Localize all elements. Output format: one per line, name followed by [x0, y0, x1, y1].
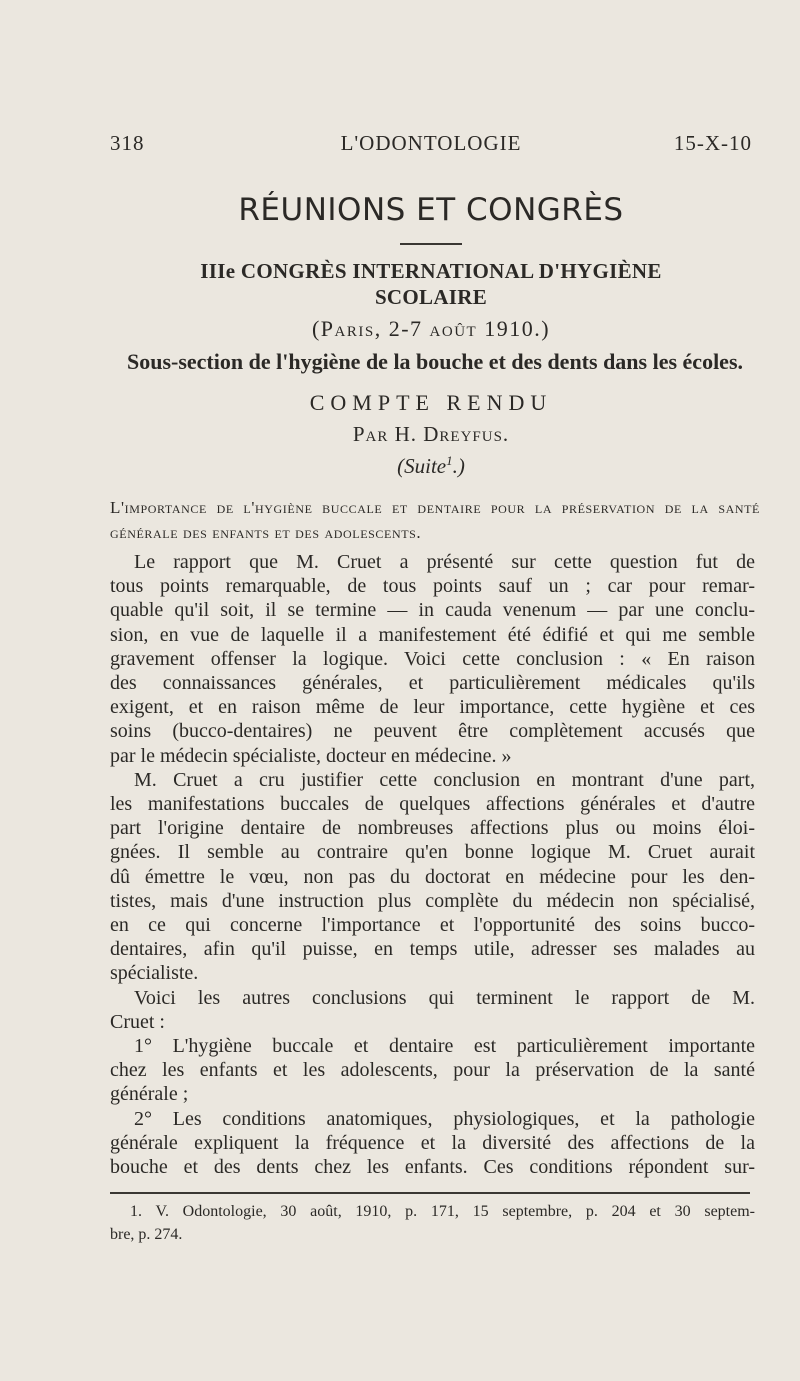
- body-line: les manifestations buccales de quelques affections générales et d'autre: [110, 793, 755, 816]
- body-line: sion, en vue de laquelle il a manifestement été édifié et qui me semble: [110, 623, 755, 646]
- body-line: bouche et des dents chez les enfants. Ces conditions répondent sur-: [110, 1156, 755, 1179]
- body-line: Cruet :: [110, 1010, 165, 1033]
- congress-title: [110, 258, 752, 310]
- section-title: RÉUNIONS ET CONGRÈS: [238, 192, 624, 228]
- body-line: générale ;: [110, 1083, 189, 1106]
- continued-end: .): [452, 454, 465, 478]
- congress-title-line: SCOLAIRE: [374, 285, 488, 309]
- congress-place-date: (Paris, 2-7 août 1910.): [311, 316, 551, 341]
- body-text: [110, 550, 755, 1179]
- body-line: soins (bucco-dentaires) ne peuvent être complètement accusés que: [110, 720, 755, 743]
- footnote-line: bre, p. 274.: [110, 1226, 183, 1243]
- footnotes: [110, 1200, 755, 1246]
- footnote-divider: [110, 1192, 750, 1194]
- body-line: en ce qui concerne l'importance et l'opportunité des soins bucco-: [110, 914, 755, 937]
- body-line: Voici les autres conclusions qui terminent le rapport de M.: [134, 986, 755, 1009]
- body-line: des connaissances générales, et particulièrement médicales qu'ils: [110, 672, 755, 695]
- running-head: [110, 131, 752, 161]
- congress-title-line: IIIe CONGRÈS INTERNATIONAL D'HYGIÈNE: [200, 259, 662, 283]
- footnote-line: 1. V. Odontologie, 30 août, 1910, p. 171, 15 septembre, p. 204 et 30 septem-: [130, 1203, 755, 1220]
- body-line: tistes, mais d'une instruction plus complète du médecin non spécialisé,: [110, 889, 755, 912]
- body-line: M. Cruet a cru justifier cette conclusion en montrant d'une part,: [134, 768, 755, 791]
- title-divider: [400, 243, 462, 245]
- body-line: par le médecin spécialiste, docteur en médecine. »: [110, 744, 512, 767]
- journal-title: L'ODONTOLOGIE: [340, 131, 522, 155]
- body-line: spécialiste.: [110, 962, 199, 985]
- body-line: exigent, et en raison même de leur importance, cette hygiène et ces: [110, 696, 755, 719]
- topic-heading: L'importance de l'hygiène buccale et dentaire pour la préservation de la santé générale des enfants et des adolescents.: [110, 498, 760, 542]
- body-line: dentaires, afin qu'il puisse, en temps utile, adresser ses malades au: [110, 938, 755, 961]
- subsection-title: Sous-section de l'hygiène de la bouche et des dents dans les écoles.: [126, 349, 744, 374]
- continued-label: (Suite: [397, 454, 447, 478]
- footnote-marker: 1: [446, 453, 453, 468]
- body-line: part l'origine dentaire de nombreuses affections plus ou moins éloi-: [110, 817, 755, 840]
- page-number: 318: [110, 131, 145, 155]
- body-line: tous points remarquable, de tous points sauf un ; car pour remar-: [110, 575, 755, 598]
- body-line: 2° Les conditions anatomiques, physiologiques, et la pathologie: [134, 1107, 755, 1130]
- body-line: gravement offenser la logique. Voici cette conclusion : « En raison: [110, 647, 755, 670]
- body-line: 1° L'hygiène buccale et dentaire est particulièrement importante: [134, 1035, 755, 1058]
- body-line: dû émettre le vœu, non pas du doctorat en médecine pour les den-: [110, 865, 755, 888]
- body-line: quable qu'il soit, il se termine — in cauda venenum — par une conclu-: [110, 599, 755, 622]
- body-line: chez les enfants et les adolescents, pour la préservation de la santé: [110, 1059, 755, 1082]
- body-line: générale expliquent la fréquence et la diversité des affections de la: [110, 1131, 755, 1154]
- continued-note: [110, 453, 752, 479]
- report-heading: COMPTE RENDU: [309, 390, 553, 415]
- issue-date: 15-X-10: [673, 131, 752, 155]
- body-line: gnées. Il semble au contraire qu'en bonne logique M. Cruet aurait: [110, 841, 755, 864]
- body-line: Le rapport que M. Cruet a présenté sur cette question fut de: [134, 551, 755, 573]
- author-line: Par H. Dreyfus.: [352, 422, 510, 446]
